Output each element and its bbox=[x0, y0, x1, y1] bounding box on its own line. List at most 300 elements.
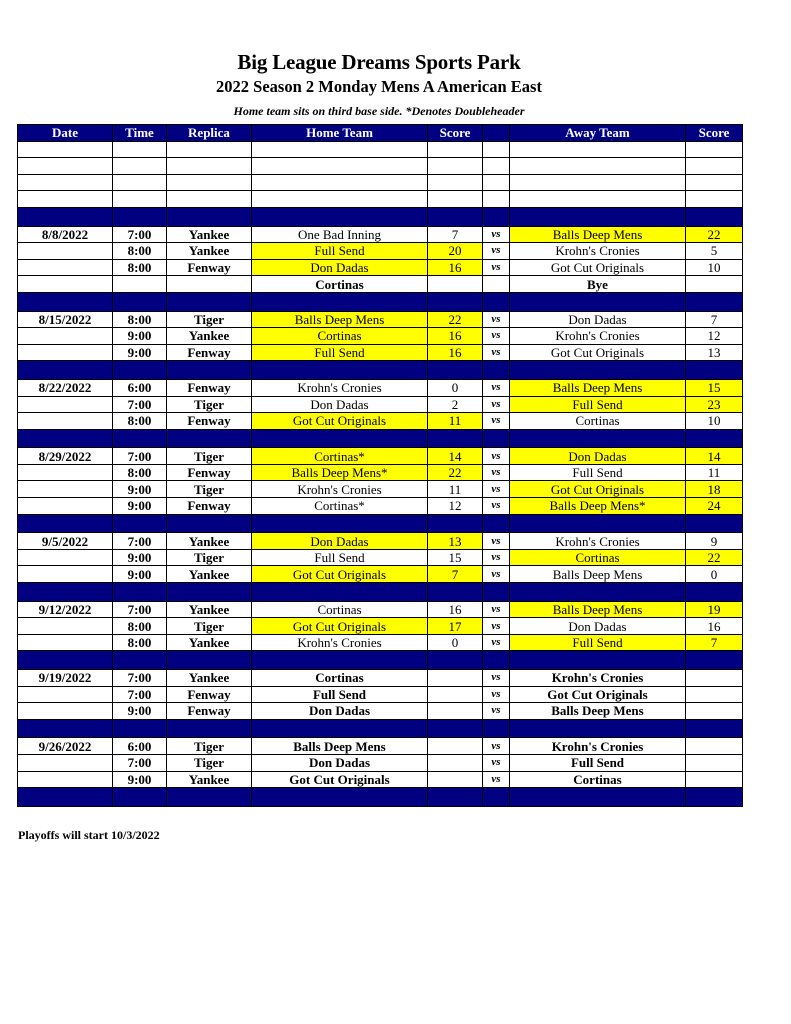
empty-cell bbox=[113, 158, 167, 175]
game-time: 6:00 bbox=[113, 379, 167, 396]
empty-cell bbox=[510, 141, 686, 158]
vs-label: vs bbox=[483, 226, 510, 243]
field-name: Fenway bbox=[167, 498, 252, 515]
field-name: Yankee bbox=[167, 533, 252, 550]
header-time: Time bbox=[113, 125, 167, 142]
away-score: 12 bbox=[686, 328, 743, 345]
home-score bbox=[428, 686, 483, 703]
game-date bbox=[18, 481, 113, 498]
page-title: Big League Dreams Sports Park bbox=[237, 50, 521, 74]
separator-cell bbox=[113, 583, 167, 602]
game-row bbox=[18, 481, 743, 498]
empty-cell bbox=[483, 174, 510, 191]
field-name: Fenway bbox=[167, 379, 252, 396]
away-score: 11 bbox=[686, 464, 743, 481]
separator-cell bbox=[18, 583, 113, 602]
header-date: Date bbox=[18, 125, 113, 142]
vs-label: vs bbox=[483, 498, 510, 515]
vs-label: vs bbox=[483, 379, 510, 396]
empty-cell bbox=[483, 158, 510, 175]
game-date bbox=[18, 771, 113, 788]
game-date bbox=[18, 259, 113, 276]
separator-cell bbox=[252, 292, 428, 311]
game-date bbox=[18, 344, 113, 361]
away-team: Don Dadas bbox=[510, 618, 686, 635]
game-time: 7:00 bbox=[113, 226, 167, 243]
vs-label bbox=[483, 276, 510, 293]
home-score: 13 bbox=[428, 533, 483, 550]
home-score: 22 bbox=[428, 311, 483, 328]
field-name: Fenway bbox=[167, 703, 252, 720]
away-score: 10 bbox=[686, 259, 743, 276]
game-time: 9:00 bbox=[113, 481, 167, 498]
away-team: Don Dadas bbox=[510, 448, 686, 465]
home-score: 0 bbox=[428, 379, 483, 396]
separator-cell bbox=[428, 292, 483, 311]
empty-cell bbox=[18, 141, 113, 158]
separator-cell bbox=[686, 651, 743, 670]
separator-cell bbox=[113, 719, 167, 738]
week-separator-row bbox=[18, 788, 743, 807]
field-name: Yankee bbox=[167, 226, 252, 243]
home-team: Balls Deep Mens bbox=[252, 738, 428, 755]
empty-cell bbox=[686, 191, 743, 208]
header-away-team: Away Team bbox=[510, 125, 686, 142]
game-date bbox=[18, 396, 113, 413]
header-home-team: Home Team bbox=[252, 125, 428, 142]
separator-cell bbox=[510, 719, 686, 738]
vs-label: vs bbox=[483, 533, 510, 550]
field-name: Yankee bbox=[167, 601, 252, 618]
field-name: Yankee bbox=[167, 634, 252, 651]
home-team: Cortinas* bbox=[252, 448, 428, 465]
away-team: Full Send bbox=[510, 754, 686, 771]
vs-label: vs bbox=[483, 344, 510, 361]
blank-row bbox=[18, 141, 743, 158]
game-row bbox=[18, 754, 743, 771]
vs-label: vs bbox=[483, 754, 510, 771]
game-date bbox=[18, 498, 113, 515]
separator-cell bbox=[167, 292, 252, 311]
game-date: 9/5/2022 bbox=[18, 533, 113, 550]
playoffs-note: Playoffs will start 10/3/2022 bbox=[18, 828, 160, 842]
separator-cell bbox=[483, 719, 510, 738]
home-score: 22 bbox=[428, 464, 483, 481]
separator-cell bbox=[18, 719, 113, 738]
vs-label: vs bbox=[483, 618, 510, 635]
away-score bbox=[686, 686, 743, 703]
separator-cell bbox=[167, 361, 252, 380]
header-vs bbox=[483, 125, 510, 142]
separator-cell bbox=[18, 361, 113, 380]
empty-cell bbox=[113, 141, 167, 158]
home-score bbox=[428, 771, 483, 788]
separator-cell bbox=[483, 651, 510, 670]
game-row bbox=[18, 738, 743, 755]
game-time: 6:00 bbox=[113, 738, 167, 755]
week-separator-row bbox=[18, 429, 743, 448]
blank-row bbox=[18, 174, 743, 191]
week-separator-row bbox=[18, 292, 743, 311]
separator-cell bbox=[686, 292, 743, 311]
game-row bbox=[18, 259, 743, 276]
away-score bbox=[686, 276, 743, 293]
home-team: Don Dadas bbox=[252, 396, 428, 413]
week-separator-row bbox=[18, 719, 743, 738]
field-name: Fenway bbox=[167, 344, 252, 361]
vs-label: vs bbox=[483, 259, 510, 276]
separator-cell bbox=[428, 651, 483, 670]
empty-cell bbox=[252, 191, 428, 208]
game-row bbox=[18, 464, 743, 481]
empty-cell bbox=[428, 191, 483, 208]
vs-label: vs bbox=[483, 243, 510, 260]
away-team: Krohn's Cronies bbox=[510, 670, 686, 687]
home-score: 20 bbox=[428, 243, 483, 260]
vs-label: vs bbox=[483, 670, 510, 687]
empty-cell bbox=[510, 174, 686, 191]
header-row bbox=[18, 125, 743, 142]
field-name: Yankee bbox=[167, 566, 252, 583]
separator-cell bbox=[428, 719, 483, 738]
separator-cell bbox=[113, 429, 167, 448]
away-team: Krohn's Cronies bbox=[510, 328, 686, 345]
home-score bbox=[428, 276, 483, 293]
empty-cell bbox=[252, 141, 428, 158]
away-team: Full Send bbox=[510, 464, 686, 481]
empty-cell bbox=[18, 174, 113, 191]
away-score: 19 bbox=[686, 601, 743, 618]
game-date bbox=[18, 686, 113, 703]
game-row bbox=[18, 703, 743, 720]
game-date bbox=[18, 566, 113, 583]
separator-cell bbox=[428, 583, 483, 602]
separator-cell bbox=[483, 429, 510, 448]
home-team: Cortinas bbox=[252, 276, 428, 293]
game-time: 9:00 bbox=[113, 498, 167, 515]
field-name: Yankee bbox=[167, 328, 252, 345]
field-name: Tiger bbox=[167, 481, 252, 498]
field-name: Fenway bbox=[167, 686, 252, 703]
home-score: 7 bbox=[428, 566, 483, 583]
separator-cell bbox=[18, 651, 113, 670]
game-row bbox=[18, 549, 743, 566]
separator-cell bbox=[686, 788, 743, 807]
separator-cell bbox=[18, 429, 113, 448]
away-team: Full Send bbox=[510, 396, 686, 413]
home-team: Got Cut Originals bbox=[252, 566, 428, 583]
empty-cell bbox=[252, 158, 428, 175]
away-score: 14 bbox=[686, 448, 743, 465]
schedule-table bbox=[17, 124, 743, 807]
home-team: Full Send bbox=[252, 344, 428, 361]
separator-cell bbox=[483, 583, 510, 602]
separator-cell bbox=[428, 207, 483, 226]
separator-cell bbox=[18, 788, 113, 807]
empty-cell bbox=[18, 191, 113, 208]
game-date: 9/26/2022 bbox=[18, 738, 113, 755]
away-score: 22 bbox=[686, 226, 743, 243]
home-score: 0 bbox=[428, 634, 483, 651]
separator-cell bbox=[167, 719, 252, 738]
away-score: 10 bbox=[686, 413, 743, 430]
away-score: 13 bbox=[686, 344, 743, 361]
separator-cell bbox=[483, 788, 510, 807]
field-name: Tiger bbox=[167, 396, 252, 413]
home-score: 16 bbox=[428, 259, 483, 276]
separator-cell bbox=[510, 514, 686, 533]
home-team: Don Dadas bbox=[252, 533, 428, 550]
game-time: 7:00 bbox=[113, 686, 167, 703]
separator-cell bbox=[428, 429, 483, 448]
game-date bbox=[18, 754, 113, 771]
home-score: 7 bbox=[428, 226, 483, 243]
vs-label: vs bbox=[483, 601, 510, 618]
separator-cell bbox=[252, 429, 428, 448]
away-team: Krohn's Cronies bbox=[510, 533, 686, 550]
separator-cell bbox=[113, 651, 167, 670]
empty-cell bbox=[510, 158, 686, 175]
game-time: 9:00 bbox=[113, 549, 167, 566]
away-team: Balls Deep Mens bbox=[510, 379, 686, 396]
home-team: Cortinas bbox=[252, 670, 428, 687]
game-date bbox=[18, 328, 113, 345]
separator-cell bbox=[252, 361, 428, 380]
game-time: 7:00 bbox=[113, 533, 167, 550]
away-team: Krohn's Cronies bbox=[510, 243, 686, 260]
separator-cell bbox=[113, 788, 167, 807]
field-name: Fenway bbox=[167, 413, 252, 430]
game-date bbox=[18, 703, 113, 720]
empty-cell bbox=[483, 191, 510, 208]
separator-cell bbox=[510, 583, 686, 602]
vs-label: vs bbox=[483, 634, 510, 651]
separator-cell bbox=[686, 719, 743, 738]
home-team: Full Send bbox=[252, 549, 428, 566]
away-score: 9 bbox=[686, 533, 743, 550]
game-date bbox=[18, 464, 113, 481]
game-time: 9:00 bbox=[113, 344, 167, 361]
empty-cell bbox=[113, 191, 167, 208]
separator-cell bbox=[252, 514, 428, 533]
home-team: One Bad Inning bbox=[252, 226, 428, 243]
away-score bbox=[686, 670, 743, 687]
game-row bbox=[18, 344, 743, 361]
field-name: Yankee bbox=[167, 670, 252, 687]
home-score: 12 bbox=[428, 498, 483, 515]
game-date: 8/29/2022 bbox=[18, 448, 113, 465]
home-score bbox=[428, 703, 483, 720]
game-date: 8/15/2022 bbox=[18, 311, 113, 328]
away-score: 18 bbox=[686, 481, 743, 498]
schedule-note: Home team sits on third base side. *Denotes Doubleheader bbox=[233, 104, 525, 118]
away-score: 7 bbox=[686, 311, 743, 328]
away-score: 23 bbox=[686, 396, 743, 413]
separator-cell bbox=[686, 207, 743, 226]
home-team: Don Dadas bbox=[252, 754, 428, 771]
blank-row bbox=[18, 158, 743, 175]
home-team: Got Cut Originals bbox=[252, 413, 428, 430]
vs-label: vs bbox=[483, 703, 510, 720]
game-time: 8:00 bbox=[113, 259, 167, 276]
away-score: 0 bbox=[686, 566, 743, 583]
separator-cell bbox=[510, 207, 686, 226]
game-time: 8:00 bbox=[113, 413, 167, 430]
separator-cell bbox=[18, 514, 113, 533]
away-team: Got Cut Originals bbox=[510, 259, 686, 276]
empty-cell bbox=[686, 158, 743, 175]
separator-cell bbox=[18, 292, 113, 311]
game-row bbox=[18, 686, 743, 703]
field-name: Tiger bbox=[167, 618, 252, 635]
game-row bbox=[18, 413, 743, 430]
empty-cell bbox=[428, 158, 483, 175]
empty-cell bbox=[428, 174, 483, 191]
empty-cell bbox=[167, 158, 252, 175]
separator-cell bbox=[167, 788, 252, 807]
game-row bbox=[18, 771, 743, 788]
separator-cell bbox=[252, 651, 428, 670]
empty-cell bbox=[686, 141, 743, 158]
game-time: 7:00 bbox=[113, 754, 167, 771]
vs-label: vs bbox=[483, 396, 510, 413]
field-name bbox=[167, 276, 252, 293]
separator-cell bbox=[428, 788, 483, 807]
away-score: 22 bbox=[686, 549, 743, 566]
separator-cell bbox=[167, 583, 252, 602]
home-team: Krohn's Cronies bbox=[252, 634, 428, 651]
game-row bbox=[18, 328, 743, 345]
away-team: Balls Deep Mens bbox=[510, 226, 686, 243]
home-score: 11 bbox=[428, 481, 483, 498]
game-row bbox=[18, 243, 743, 260]
home-score bbox=[428, 754, 483, 771]
separator-cell bbox=[167, 651, 252, 670]
home-team: Krohn's Cronies bbox=[252, 481, 428, 498]
field-name: Tiger bbox=[167, 738, 252, 755]
game-date: 8/22/2022 bbox=[18, 379, 113, 396]
home-team: Full Send bbox=[252, 243, 428, 260]
home-team: Cortinas* bbox=[252, 498, 428, 515]
separator-cell bbox=[686, 583, 743, 602]
game-date bbox=[18, 413, 113, 430]
empty-cell bbox=[167, 174, 252, 191]
separator-cell bbox=[510, 429, 686, 448]
home-score: 16 bbox=[428, 601, 483, 618]
separator-cell bbox=[510, 651, 686, 670]
schedule-body bbox=[18, 141, 743, 806]
game-time: 9:00 bbox=[113, 328, 167, 345]
game-date bbox=[18, 243, 113, 260]
home-score bbox=[428, 670, 483, 687]
empty-cell bbox=[483, 141, 510, 158]
game-time: 9:00 bbox=[113, 771, 167, 788]
away-team: Don Dadas bbox=[510, 311, 686, 328]
separator-cell bbox=[167, 514, 252, 533]
header-away-score: Score bbox=[686, 125, 743, 142]
game-date: 9/12/2022 bbox=[18, 601, 113, 618]
game-row bbox=[18, 448, 743, 465]
game-time: 8:00 bbox=[113, 618, 167, 635]
separator-cell bbox=[252, 583, 428, 602]
away-team: Cortinas bbox=[510, 549, 686, 566]
separator-cell bbox=[113, 361, 167, 380]
game-time: 9:00 bbox=[113, 703, 167, 720]
home-team: Balls Deep Mens bbox=[252, 311, 428, 328]
home-score: 15 bbox=[428, 549, 483, 566]
vs-label: vs bbox=[483, 413, 510, 430]
home-team: Balls Deep Mens* bbox=[252, 464, 428, 481]
home-score: 2 bbox=[428, 396, 483, 413]
separator-cell bbox=[686, 361, 743, 380]
empty-cell bbox=[252, 174, 428, 191]
empty-cell bbox=[686, 174, 743, 191]
away-team: Full Send bbox=[510, 634, 686, 651]
away-score: 5 bbox=[686, 243, 743, 260]
away-team: Got Cut Originals bbox=[510, 481, 686, 498]
separator-cell bbox=[428, 361, 483, 380]
empty-cell bbox=[113, 174, 167, 191]
home-team: Full Send bbox=[252, 686, 428, 703]
away-team: Balls Deep Mens bbox=[510, 601, 686, 618]
separator-cell bbox=[252, 207, 428, 226]
schedule-table-wrapper bbox=[17, 124, 743, 807]
week-separator-row bbox=[18, 651, 743, 670]
empty-cell bbox=[167, 191, 252, 208]
home-team: Got Cut Originals bbox=[252, 618, 428, 635]
header-home-score: Score bbox=[428, 125, 483, 142]
empty-cell bbox=[18, 158, 113, 175]
separator-cell bbox=[113, 207, 167, 226]
vs-label: vs bbox=[483, 328, 510, 345]
away-team: Cortinas bbox=[510, 413, 686, 430]
away-team: Got Cut Originals bbox=[510, 344, 686, 361]
field-name: Tiger bbox=[167, 549, 252, 566]
away-score: 16 bbox=[686, 618, 743, 635]
away-score: 15 bbox=[686, 379, 743, 396]
game-time: 7:00 bbox=[113, 670, 167, 687]
separator-cell bbox=[483, 207, 510, 226]
vs-label: vs bbox=[483, 448, 510, 465]
game-row bbox=[18, 566, 743, 583]
away-score: 7 bbox=[686, 634, 743, 651]
separator-cell bbox=[167, 207, 252, 226]
away-team: Balls Deep Mens bbox=[510, 703, 686, 720]
bye-row bbox=[18, 276, 743, 293]
game-time: 7:00 bbox=[113, 396, 167, 413]
separator-cell bbox=[252, 719, 428, 738]
game-row bbox=[18, 396, 743, 413]
separator-cell bbox=[113, 514, 167, 533]
away-team: Cortinas bbox=[510, 771, 686, 788]
home-score: 11 bbox=[428, 413, 483, 430]
game-date bbox=[18, 618, 113, 635]
home-team: Don Dadas bbox=[252, 259, 428, 276]
game-time bbox=[113, 276, 167, 293]
away-team: Krohn's Cronies bbox=[510, 738, 686, 755]
home-score bbox=[428, 738, 483, 755]
week-separator-row bbox=[18, 514, 743, 533]
empty-cell bbox=[428, 141, 483, 158]
game-time: 8:00 bbox=[113, 464, 167, 481]
away-score: 24 bbox=[686, 498, 743, 515]
game-row bbox=[18, 670, 743, 687]
separator-cell bbox=[510, 361, 686, 380]
vs-label: vs bbox=[483, 481, 510, 498]
separator-cell bbox=[428, 514, 483, 533]
away-team: Got Cut Originals bbox=[510, 686, 686, 703]
game-date bbox=[18, 634, 113, 651]
